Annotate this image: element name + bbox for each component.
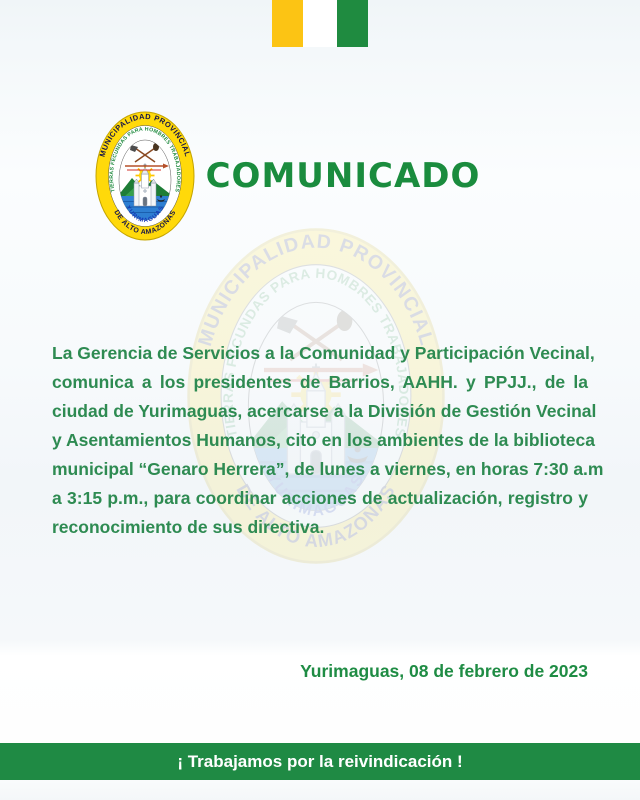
body-line: municipal “Genaro Herrera”, de lunes a viernes, en horas 7:30 a.m — [52, 459, 604, 479]
flag-stripe-yellow — [272, 0, 303, 47]
body-line: reconocimiento de sus directiva. — [52, 517, 325, 537]
footer-slogan-text: ¡ Trabajamos por la reivindicación ! — [177, 752, 463, 771]
flag-stripe-green — [337, 0, 368, 47]
date-line: Yurimaguas, 08 de febrero de 2023 — [300, 661, 588, 681]
footer-slogan-bar — [0, 743, 640, 780]
flag-stripe-white — [303, 0, 337, 47]
municipal-seal-logo — [95, 110, 195, 242]
body-line: La Gerencia de Servicios a la Comunidad y Participación Vecinal, — [52, 343, 595, 363]
announcement-body — [52, 339, 604, 542]
body-line: y Asentamientos Humanos, cito en los ambientes de la biblioteca — [52, 430, 595, 450]
page-title: COMUNICADO — [205, 156, 481, 196]
flag-ribbon — [272, 0, 368, 47]
body-line: a 3:15 p.m., para coordinar acciones de actualización, registro y — [52, 488, 588, 508]
body-line: ciudad de Yurimaguas, acercarse a la División de Gestión Vecinal — [52, 401, 597, 421]
body-line: comunica a los presidentes de Barrios, AAHH. y PPJJ., de la — [52, 372, 588, 392]
